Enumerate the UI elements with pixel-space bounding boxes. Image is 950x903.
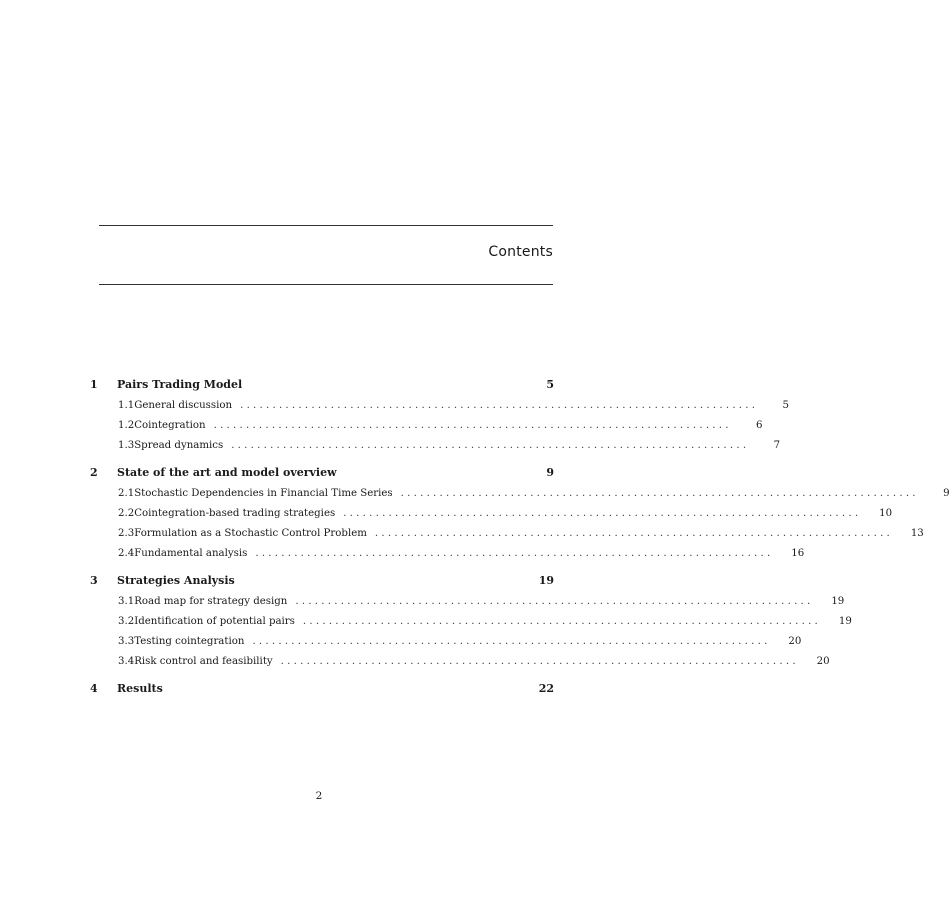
section-num: 1.1: [118, 400, 135, 411]
section-title: Road map for strategy design: [134, 596, 288, 607]
dot-leader: . . . . . . . . . . . . . . . . . . . . . . . . . . . . . . . . . . . . . . . . . . . . . . . . . . . . . . . . . . . . . . . . . . . . . . . . . . . . . . . .: [400, 488, 916, 499]
toc-chapter-group: [90, 682, 554, 704]
toc-chapter-group: [90, 574, 852, 676]
section-title: Cointegration: [134, 420, 206, 431]
chapter-title: Results: [117, 682, 163, 695]
toc-section-entry[interactable]: [90, 656, 830, 676]
section-page: 9: [943, 488, 950, 499]
section-title: Identification of potential pairs: [134, 616, 295, 627]
section-num: 3.4: [118, 656, 135, 667]
section-num: 2.4: [118, 548, 135, 559]
chapter-page: 22: [538, 682, 554, 695]
toc-chapter-entry[interactable]: [90, 574, 554, 596]
section-num: 1.2: [118, 420, 135, 431]
section-title: Testing cointegration: [134, 636, 245, 647]
section-num: 3.3: [118, 636, 135, 647]
toc-section-entry[interactable]: [90, 400, 789, 420]
table-of-contents: [90, 378, 950, 710]
chapter-page: 9: [546, 466, 554, 479]
toc-section-entry[interactable]: [90, 616, 852, 636]
toc-section-entry[interactable]: [90, 528, 924, 548]
section-page: 16: [791, 548, 805, 559]
chapter-title: Pairs Trading Model: [117, 378, 243, 391]
section-title: General discussion: [134, 400, 233, 411]
section-num: 3.2: [118, 616, 135, 627]
section-num: 1.3: [118, 440, 135, 451]
dot-leader: . . . . . . . . . . . . . . . . . . . . . . . . . . . . . . . . . . . . . . . . . . . . . . . . . . . . . . . . . . . . . . . . . . . . . . . . . . . . . . . .: [213, 420, 729, 431]
section-page: 5: [782, 400, 789, 411]
section-page: 7: [773, 440, 781, 451]
section-title: Formulation as a Stochastic Control Problem: [134, 528, 367, 539]
chapter-num: 4: [90, 682, 98, 695]
toc-section-entry[interactable]: [90, 508, 893, 528]
toc-chapter-entry[interactable]: [90, 682, 554, 704]
section-title: Stochastic Dependencies in Financial Time Series: [134, 488, 393, 499]
chapter-title: Strategies Analysis: [117, 574, 235, 587]
dot-leader: . . . . . . . . . . . . . . . . . . . . . . . . . . . . . . . . . . . . . . . . . . . . . . . . . . . . . . . . . . . . . . . . . . . . . . . . . . . . . . . .: [295, 596, 811, 607]
toc-section-entry[interactable]: [90, 420, 763, 440]
chapter-num: 2: [90, 466, 98, 479]
section-title: Fundamental analysis: [134, 548, 248, 559]
section-num: 2.2: [118, 508, 135, 519]
toc-section-entry[interactable]: [90, 488, 950, 508]
toc-section-entry[interactable]: [90, 596, 845, 616]
bottom-rule: [99, 284, 553, 285]
chapter-page: 19: [538, 574, 554, 587]
chapter-title: State of the art and model overview: [117, 466, 337, 479]
section-page: 13: [910, 528, 924, 539]
section-title: Spread dynamics: [134, 440, 224, 451]
section-num: 2.3: [118, 528, 135, 539]
page-number: 2: [315, 790, 323, 802]
section-page: 6: [756, 420, 763, 431]
dot-leader: . . . . . . . . . . . . . . . . . . . . . . . . . . . . . . . . . . . . . . . . . . . . . . . . . . . . . . . . . . . . . . . . . . . . . . . . . . . . . . . .: [280, 656, 796, 667]
chapter-num: 1: [90, 378, 98, 391]
page-title: Contents: [488, 244, 553, 260]
section-title: Cointegration-based trading strategies: [134, 508, 336, 519]
dot-leader: . . . . . . . . . . . . . . . . . . . . . . . . . . . . . . . . . . . . . . . . . . . . . . . . . . . . . . . . . . . . . . . . . . . . . . . . . . . . . . . .: [255, 548, 771, 559]
toc-section-entry[interactable]: [90, 548, 805, 568]
section-page: 20: [788, 636, 802, 647]
section-num: 2.1: [118, 488, 135, 499]
dot-leader: . . . . . . . . . . . . . . . . . . . . . . . . . . . . . . . . . . . . . . . . . . . . . . . . . . . . . . . . . . . . . . . . . . . . . . . . . . . . . . . .: [240, 400, 755, 411]
toc-chapter-entry[interactable]: [90, 466, 554, 488]
toc-chapter-group: [90, 466, 950, 568]
dot-leader: . . . . . . . . . . . . . . . . . . . . . . . . . . . . . . . . . . . . . . . . . . . . . . . . . . . . . . . . . . . . . . . . . . . . . . . . . . . . . . . .: [343, 508, 859, 519]
section-page: 10: [879, 508, 893, 519]
section-title: Risk control and feasibility: [134, 656, 273, 667]
toc-chapter-entry[interactable]: [90, 378, 554, 400]
section-page: 19: [838, 616, 852, 627]
toc-section-entry[interactable]: [90, 636, 802, 656]
section-page: 20: [816, 656, 830, 667]
toc-section-entry[interactable]: [90, 440, 781, 460]
dot-leader: . . . . . . . . . . . . . . . . . . . . . . . . . . . . . . . . . . . . . . . . . . . . . . . . . . . . . . . . . . . . . . . . . . . . . . . . . . . . . . . .: [252, 636, 768, 647]
section-page: 19: [831, 596, 845, 607]
top-rule: [99, 225, 553, 226]
toc-chapter-group: [90, 378, 789, 460]
chapter-page: 5: [546, 378, 554, 391]
dot-leader: . . . . . . . . . . . . . . . . . . . . . . . . . . . . . . . . . . . . . . . . . . . . . . . . . . . . . . . . . . . . . . . . . . . . . . . . . . . . . . . .: [302, 616, 818, 627]
dot-leader: . . . . . . . . . . . . . . . . . . . . . . . . . . . . . . . . . . . . . . . . . . . . . . . . . . . . . . . . . . . . . . . . . . . . . . . . . . . . . . . .: [231, 440, 747, 451]
dot-leader: . . . . . . . . . . . . . . . . . . . . . . . . . . . . . . . . . . . . . . . . . . . . . . . . . . . . . . . . . . . . . . . . . . . . . . . . . . . . . . . .: [374, 528, 890, 539]
section-num: 3.1: [118, 596, 135, 607]
chapter-num: 3: [90, 574, 98, 587]
